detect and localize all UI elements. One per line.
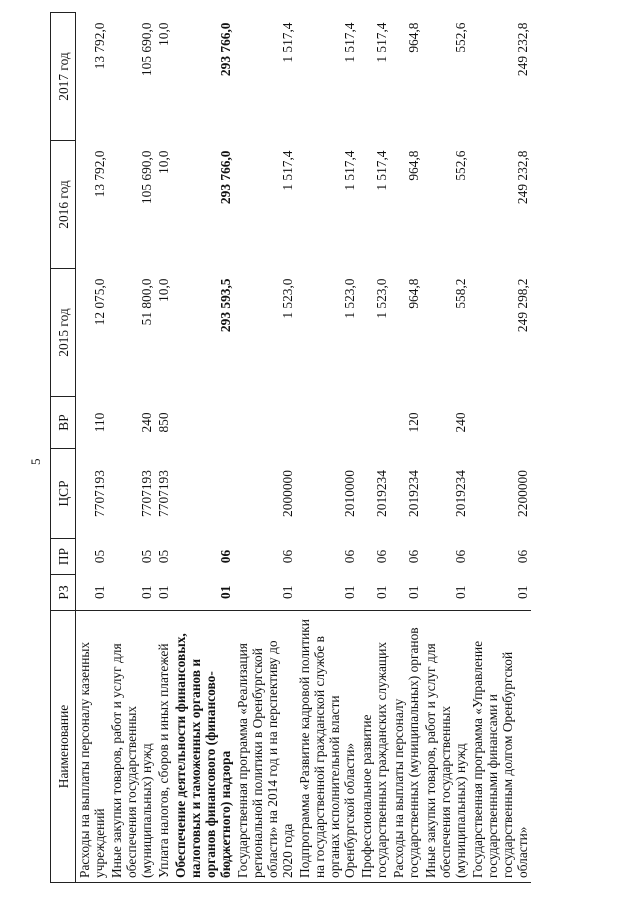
- cell-pr: 06: [280, 549, 295, 564]
- cell-y2015: 964,8: [406, 278, 421, 309]
- table-row: [390, 13, 422, 883]
- cell-csr: 7707193: [139, 470, 154, 517]
- cell-rz: 01: [280, 585, 295, 599]
- cell-y2017: 10,0: [156, 22, 171, 46]
- cell-name: Государственная программа «Реализация региональной политики в Оренбургской области» на 2014 год и на перспективу до 2020 года: [234, 611, 296, 883]
- table-row: [296, 13, 358, 883]
- cell-y2015: 293 593,5: [218, 278, 233, 333]
- table-row: [108, 13, 155, 883]
- cell-vr: [469, 397, 531, 449]
- cell-rz: 01: [218, 585, 233, 599]
- header-rz: РЗ: [51, 575, 76, 611]
- cell-pr: 06: [453, 549, 468, 564]
- cell-y2016: 552,6: [453, 150, 468, 181]
- cell-vr: 240: [453, 412, 468, 433]
- cell-y2016: 964,8: [406, 150, 421, 181]
- cell-csr: [172, 449, 234, 539]
- cell-y2017: 293 766,0: [218, 22, 233, 77]
- cell-y2015: 10,0: [156, 278, 171, 302]
- cell-pr: 05: [156, 549, 171, 564]
- cell-pr: 05: [139, 549, 154, 564]
- cell-name: Подпрограмма «Развитие кадровой политики на государственной гражданской службе в органах исполнительной власти Оренбургской области»: [296, 611, 358, 883]
- cell-y2016: 10,0: [156, 150, 171, 174]
- cell-rz: 01: [515, 585, 530, 599]
- budget-table: [50, 12, 531, 883]
- cell-vr: 120: [406, 412, 421, 433]
- cell-vr: 110: [92, 412, 107, 433]
- cell-pr: 06: [515, 549, 530, 564]
- cell-y2015: 12 075,0: [92, 278, 107, 326]
- cell-y2017: 1 517,4: [374, 22, 389, 63]
- cell-name: Государственная программа «Управление государственными финансами и государственным долгом Оренбургской области»: [469, 611, 531, 883]
- cell-y2017: 1 517,4: [280, 22, 295, 63]
- header-name: Наименование: [51, 611, 76, 883]
- cell-csr: 2010000: [342, 470, 357, 517]
- cell-y2016: 1 517,4: [342, 150, 357, 191]
- cell-y2015: 51 800,0: [139, 278, 154, 326]
- cell-y2017: 13 792,0: [92, 22, 107, 70]
- cell-y2017: 249 232,8: [515, 22, 530, 77]
- cell-y2016: 105 690,0: [139, 150, 154, 205]
- table-header-row: [51, 13, 76, 883]
- page-number: 5: [28, 458, 43, 465]
- cell-csr: 2019234: [374, 470, 389, 517]
- header-vr: ВР: [51, 397, 76, 449]
- cell-vr: 850: [156, 412, 171, 433]
- cell-y2016: 13 792,0: [92, 150, 107, 198]
- cell-y2015: 1 523,0: [280, 278, 295, 319]
- cell-pr: 05: [92, 549, 107, 564]
- cell-y2015: 1 523,0: [374, 278, 389, 319]
- cell-y2016: 249 232,8: [515, 150, 530, 205]
- cell-vr: [234, 397, 296, 449]
- cell-csr: 7707193: [92, 470, 107, 517]
- cell-rz: 01: [156, 585, 171, 599]
- cell-y2017: 1 517,4: [342, 22, 357, 63]
- cell-y2015: 558,2: [453, 278, 468, 309]
- table-row: [422, 13, 469, 883]
- table-row: [469, 13, 531, 883]
- cell-name: Профессиональное развитие государственных гражданских служащих: [358, 611, 390, 883]
- cell-y2016: 1 517,4: [374, 150, 389, 191]
- table-row: [358, 13, 390, 883]
- cell-pr: 06: [218, 549, 233, 564]
- cell-pr: 06: [374, 549, 389, 564]
- cell-csr: 2200000: [515, 470, 530, 517]
- header-2016: 2016 год: [51, 141, 76, 269]
- cell-name: Расходы на выплаты персоналу казенных учреждений: [76, 611, 109, 883]
- cell-y2017: 964,8: [406, 22, 421, 53]
- cell-name: Расходы на выплаты персоналу государственных (муниципальных) органов: [390, 611, 422, 883]
- cell-rz: 01: [374, 585, 389, 599]
- header-2017: 2017 год: [51, 13, 76, 141]
- cell-y2016: 293 766,0: [218, 150, 233, 205]
- cell-name: Обеспечение деятельности финансовых, налоговых и таможенных органов и органов финансового (финансово-бюджетного) надзора: [172, 611, 234, 883]
- cell-y2016: 1 517,4: [280, 150, 295, 191]
- cell-csr: 7707193: [156, 470, 171, 517]
- cell-rz: 01: [139, 585, 154, 599]
- cell-name: Уплата налогов, сборов и иных платежей: [155, 611, 172, 883]
- header-2015: 2015 год: [51, 269, 76, 397]
- cell-csr: 2000000: [280, 470, 295, 517]
- table-row: [172, 13, 234, 883]
- cell-pr: 06: [406, 549, 421, 564]
- cell-vr: [296, 397, 358, 449]
- table-row: [234, 13, 296, 883]
- cell-pr: 06: [342, 549, 357, 564]
- cell-rz: 01: [406, 585, 421, 599]
- cell-csr: 2019234: [406, 470, 421, 517]
- cell-vr: [358, 397, 390, 449]
- table-row: [76, 13, 109, 883]
- cell-y2015: 1 523,0: [342, 278, 357, 319]
- cell-rz: 01: [92, 585, 107, 599]
- cell-y2017: 552,6: [453, 22, 468, 53]
- cell-csr: 2019234: [453, 470, 468, 517]
- header-csr: ЦСР: [51, 449, 76, 539]
- cell-vr: 240: [139, 412, 154, 433]
- cell-y2017: 105 690,0: [139, 22, 154, 77]
- cell-name: Иные закупки товаров, работ и услуг для обеспечения государственных (муниципальных) нужд: [108, 611, 155, 883]
- cell-name: Иные закупки товаров, работ и услуг для обеспечения государственных (муниципальных) нужд: [422, 611, 469, 883]
- table-row: [155, 13, 172, 883]
- cell-rz: 01: [453, 585, 468, 599]
- cell-rz: 01: [342, 585, 357, 599]
- header-pr: ПР: [51, 539, 76, 575]
- cell-vr: [172, 397, 234, 449]
- cell-y2015: 249 298,2: [515, 278, 530, 333]
